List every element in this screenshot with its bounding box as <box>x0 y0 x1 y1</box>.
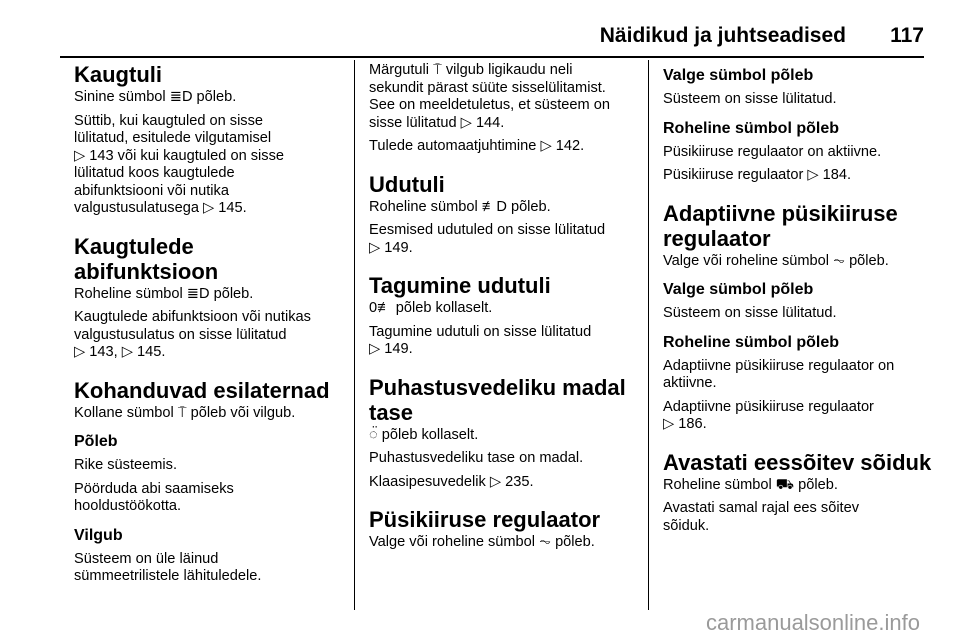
paragraph: Püsikiiruse regulaator ▷ 184. <box>663 167 852 183</box>
paragraph: Tagumine udutuli on sisse lülitatud ▷ 149. <box>369 323 592 357</box>
column-divider <box>354 60 355 610</box>
subheading-valge-symbol: Valge sümbol põleb <box>663 67 814 84</box>
section-heading-udutuli: Udutuli <box>369 171 445 197</box>
paragraph: Kaugtulede abifunktsioon või nutikas valgustusulatus on sisse lülitatud ▷ 143, ▷ 145. <box>74 309 311 360</box>
paragraph: Valge või roheline sümbol ⏦ põleb. <box>663 252 889 269</box>
section-heading-adaptiivne: Adaptiivne püsikiiruse regulaator <box>663 200 898 251</box>
subheading-roheline-symbol: Roheline sümbol põleb <box>663 333 840 351</box>
paragraph: Sinine sümbol ≣D põleb. <box>74 89 237 105</box>
paragraph: Süsteem on sisse lülitatud. <box>663 305 837 321</box>
paragraph: Puhastusvedeliku tase on madal. <box>369 450 584 466</box>
paragraph: Eesmised udutuled on sisse lülitatud ▷ 149. <box>369 222 606 256</box>
subheading-vilgub: Vilgub <box>74 526 123 544</box>
column-2 <box>369 62 639 558</box>
section-heading-pusikiiruse-regulaator: Püsikiiruse regulaator <box>369 507 601 532</box>
page-header <box>60 22 924 58</box>
section-heading-kaugtuli: Kaugtuli <box>74 62 162 87</box>
paragraph: Pöörduda abi saamiseks hooldustöökotta. <box>74 480 234 514</box>
paragraph: Kollane sümbol ⍑ põleb või vilgub. <box>74 404 296 421</box>
page-title: Näidikud ja juhtseadised <box>599 24 846 47</box>
column-divider <box>648 60 649 610</box>
watermark: carmanualsonline.info <box>705 610 920 635</box>
paragraph: Märgutuli ⍑ vilgub ligikaudu neli sekundit pärast süüte sisselülitamist. See on meeldetuletus, et süsteem on sisse lülitatud ▷ 144. <box>369 62 610 131</box>
paragraph: Avastati samal rajal ees sõitev sõiduk. <box>663 500 860 534</box>
paragraph: Rike süsteemis. <box>74 457 177 473</box>
subheading-poleb: Põleb <box>74 433 118 450</box>
section-heading-puhastusvedelik: Puhastusvedeliku madal tase <box>369 374 626 425</box>
paragraph: Klaasipesuvedelik ▷ 235. <box>369 473 534 490</box>
paragraph: Roheline sümbol ≣D põleb. <box>74 285 254 302</box>
paragraph: ◌̈ põleb kollaselt. <box>369 426 479 443</box>
paragraph: Roheline sümbol ≢D põleb. <box>369 198 551 215</box>
paragraph: Tulede automaatjuhtimine ▷ 142. <box>369 138 585 154</box>
paragraph: Süsteem on sisse lülitatud. <box>663 91 837 107</box>
column-1 <box>74 62 344 592</box>
column-3 <box>663 62 933 541</box>
paragraph: Adaptiivne püsikiiruse regulaator ▷ 186. <box>663 398 874 432</box>
paragraph: Roheline sümbol ⛟ põleb. <box>663 476 838 493</box>
subheading-roheline-symbol: Roheline sümbol põleb <box>663 119 840 137</box>
section-heading-avastati: Avastati eessõitev sõiduk <box>663 449 932 475</box>
paragraph: Valge või roheline sümbol ⏦ põleb. <box>369 534 595 550</box>
page-number: 117 <box>890 24 924 47</box>
paragraph: Püsikiiruse regulaator on aktiivne. <box>663 143 882 160</box>
paragraph: Adaptiivne püsikiiruse regulaator on aktiivne. <box>663 357 895 391</box>
paragraph: Süttib, kui kaugtuled on sisse lülitatud, esitulede vilgutamisel ▷ 143 või kui kaugtuled on sisse lülitatud koos kaugtulede abifunktsiooni või nutika valgustusulatusega ▷ 145. <box>74 112 284 216</box>
paragraph: Süsteem on üle läinud sümmeetrilistele lähituledele. <box>74 550 262 584</box>
subheading-valge-symbol: Valge sümbol põleb <box>663 281 814 298</box>
paragraph: 0≢ põleb kollaselt. <box>369 300 493 316</box>
section-heading-tagumine-udutuli: Tagumine udutuli <box>369 273 551 298</box>
section-heading-abifunktsioon: Kaugtulede abifunktsioon <box>74 233 219 284</box>
section-heading-esilaternad: Kohanduvad esilaternad <box>74 377 330 403</box>
